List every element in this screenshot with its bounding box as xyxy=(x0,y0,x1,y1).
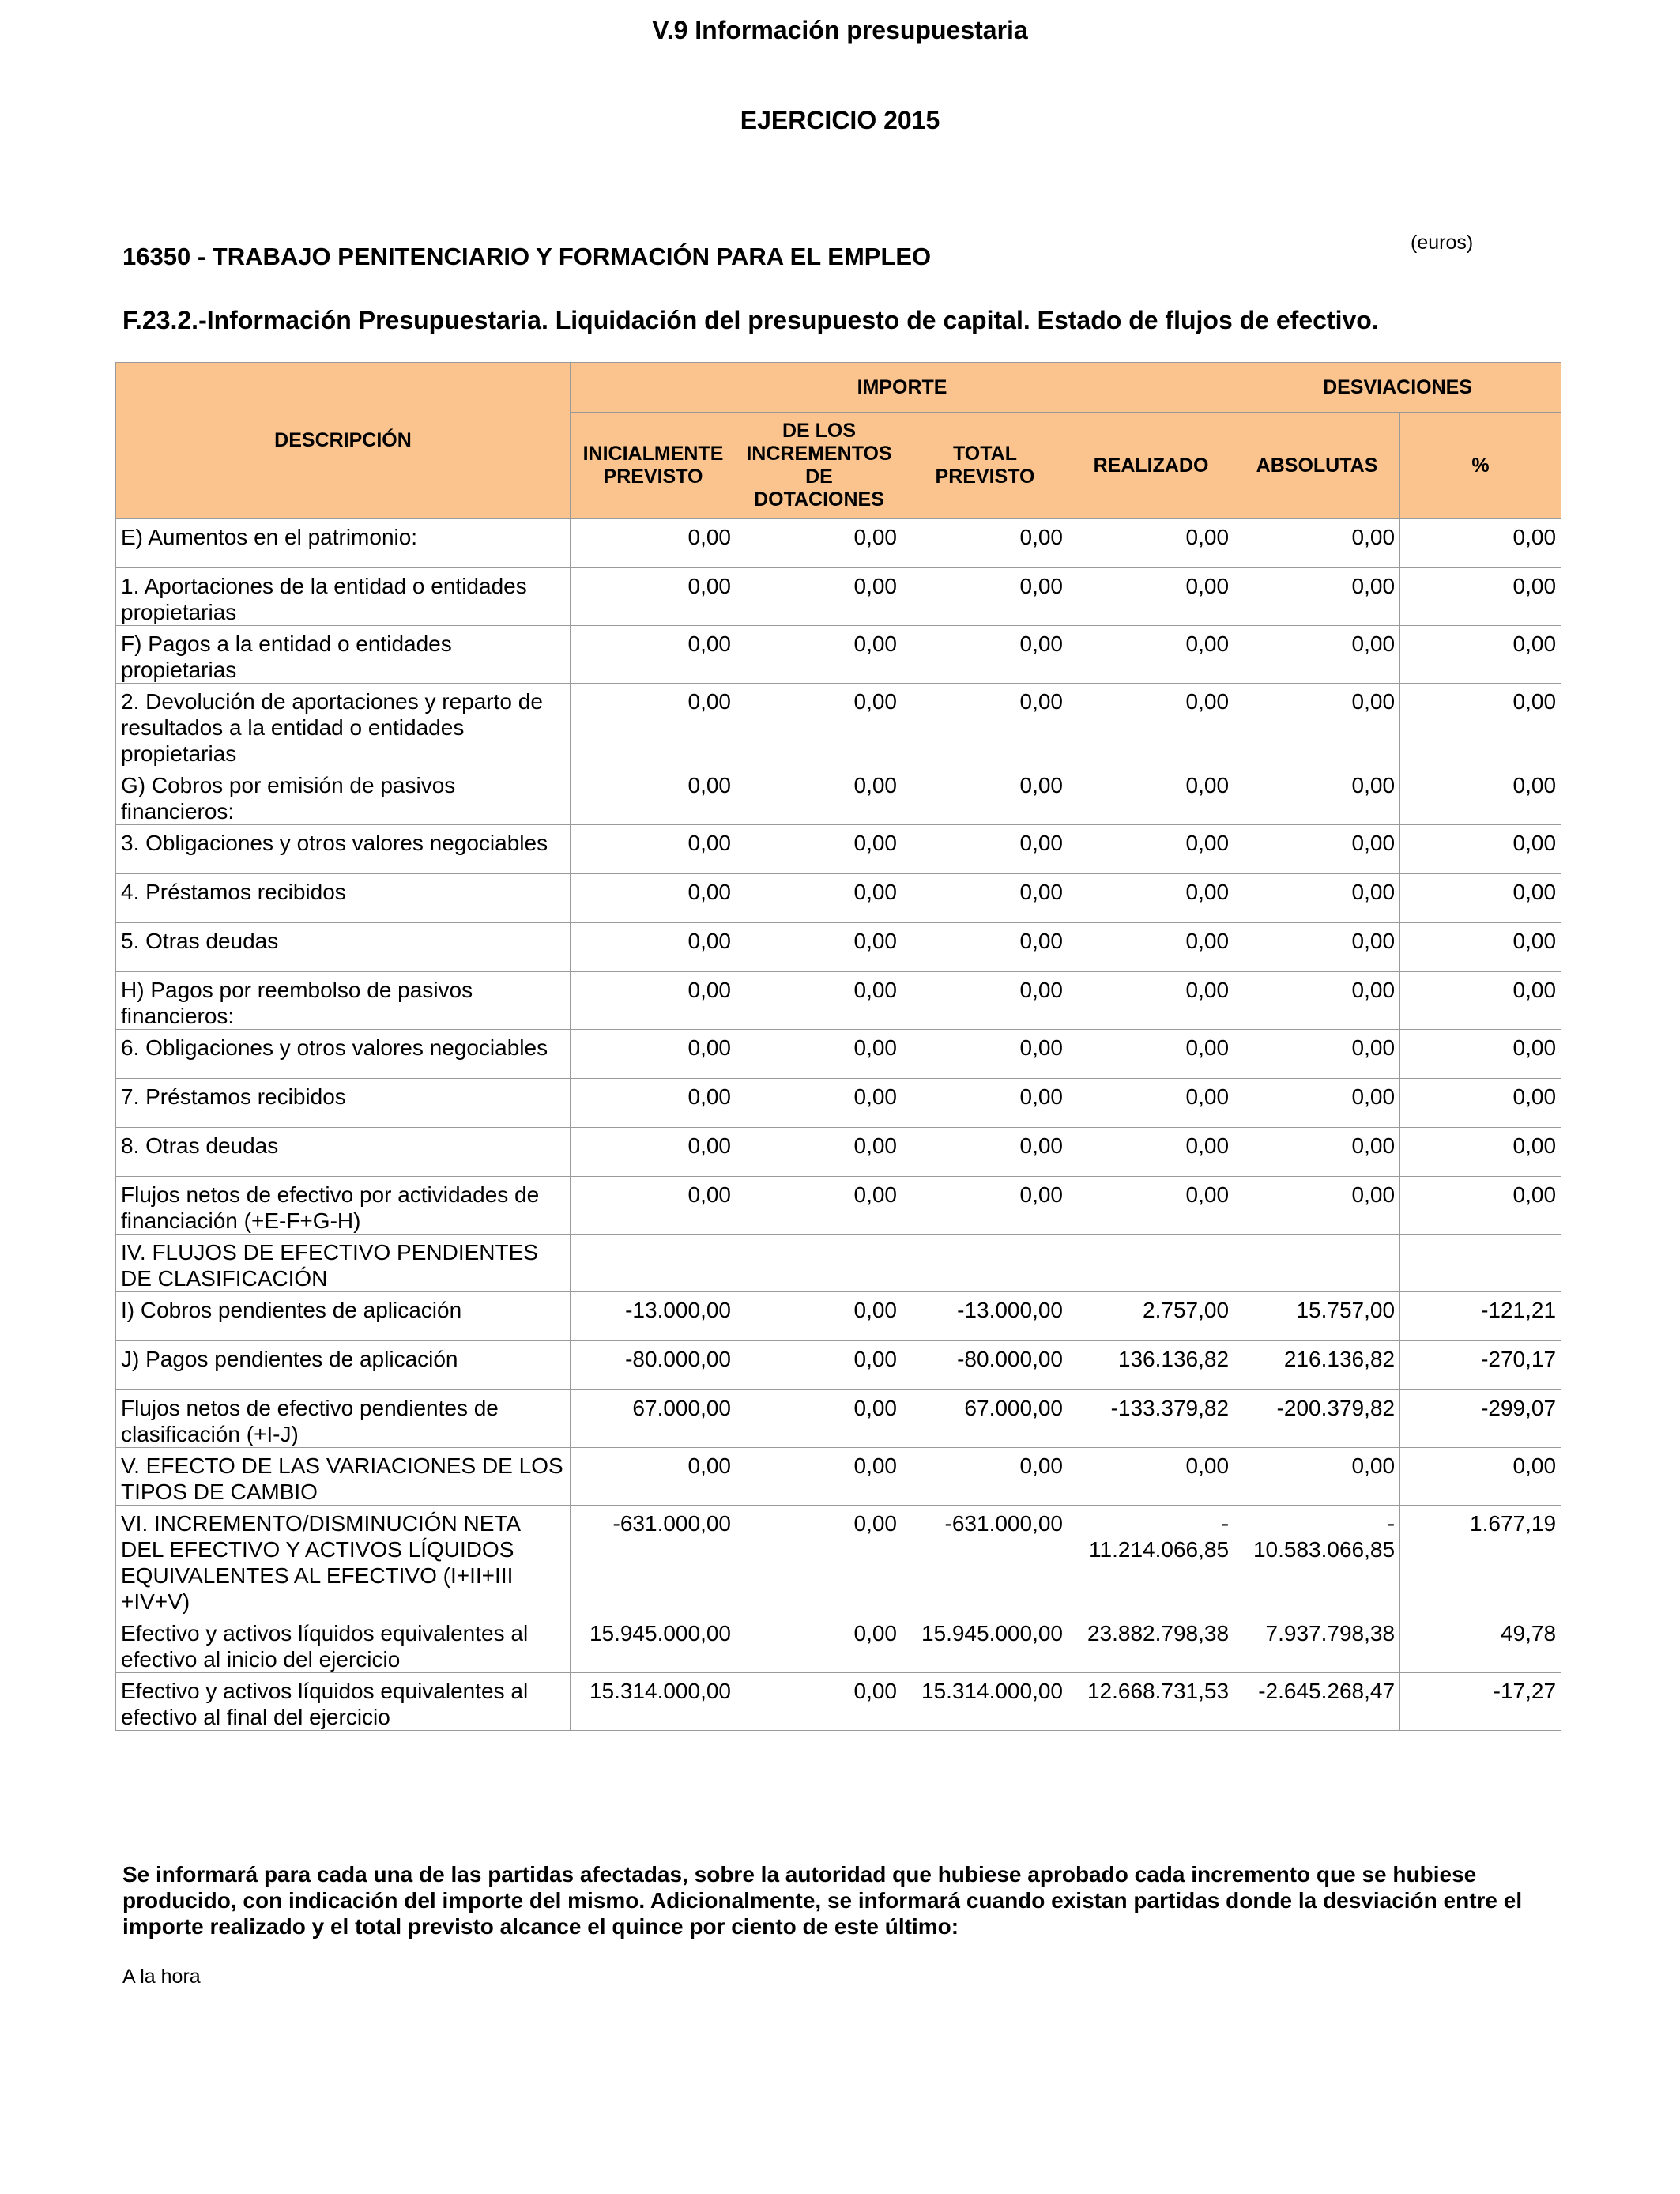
cell-incrementos: 0,00 xyxy=(736,568,902,626)
row-description: 8. Otras deudas xyxy=(116,1128,571,1177)
cell-realizado: 0,00 xyxy=(1068,1030,1234,1079)
cell-absolutas: 7.937.798,38 xyxy=(1234,1615,1400,1673)
table-row xyxy=(116,519,1561,568)
cell-porcentaje: 0,00 xyxy=(1400,1128,1561,1177)
cell-total-previsto: 15.314.000,00 xyxy=(902,1673,1068,1731)
cell-incrementos: 0,00 xyxy=(736,1292,902,1341)
cell-inicialmente-previsto: -80.000,00 xyxy=(571,1341,736,1390)
row-description: Flujos netos de efectivo pendientes de clasificación (+I-J) xyxy=(116,1390,571,1448)
cell-total-previsto: 0,00 xyxy=(902,1079,1068,1128)
cell-incrementos: 0,00 xyxy=(736,1128,902,1177)
row-description: F) Pagos a la entidad o entidades propietarias xyxy=(116,626,571,684)
organization-title: 16350 - TRABAJO PENITENCIARIO Y FORMACIÓN PARA EL EMPLEO xyxy=(122,243,932,270)
cell-inicialmente-previsto: -13.000,00 xyxy=(571,1292,736,1341)
cell-porcentaje: -17,27 xyxy=(1400,1673,1561,1731)
table-row xyxy=(116,923,1561,972)
cell-absolutas: 0,00 xyxy=(1234,1177,1400,1235)
cell-absolutas: 0,00 xyxy=(1234,1079,1400,1128)
cell-total-previsto: -631.000,00 xyxy=(902,1506,1068,1615)
cell-absolutas: 0,00 xyxy=(1234,684,1400,767)
cell-incrementos: 0,00 xyxy=(736,1448,902,1506)
row-description: 7. Préstamos recibidos xyxy=(116,1079,571,1128)
cell-realizado: 0,00 xyxy=(1068,972,1234,1030)
cell-porcentaje: 0,00 xyxy=(1400,1177,1561,1235)
table-row xyxy=(116,972,1561,1030)
row-description: 2. Devolución de aportaciones y reparto de resultados a la entidad o entidades propietarias xyxy=(116,684,571,767)
cell-realizado: 0,00 xyxy=(1068,825,1234,874)
cell-porcentaje: -121,21 xyxy=(1400,1292,1561,1341)
cell-inicialmente-previsto: 0,00 xyxy=(571,519,736,568)
cell-realizado: 0,00 xyxy=(1068,568,1234,626)
row-description: J) Pagos pendientes de aplicación xyxy=(116,1341,571,1390)
cell-absolutas: - 10.583.066,85 xyxy=(1234,1506,1400,1615)
cell-realizado: 2.757,00 xyxy=(1068,1292,1234,1341)
row-description: H) Pagos por reembolso de pasivos financieros: xyxy=(116,972,571,1030)
cell-realizado: 0,00 xyxy=(1068,1177,1234,1235)
row-description: E) Aumentos en el patrimonio: xyxy=(116,519,571,568)
table-row xyxy=(116,825,1561,874)
cell-absolutas: -2.645.268,47 xyxy=(1234,1673,1400,1731)
cell-inicialmente-previsto: 0,00 xyxy=(571,626,736,684)
cell-total-previsto: 0,00 xyxy=(902,626,1068,684)
cell-inicialmente-previsto: 67.000,00 xyxy=(571,1390,736,1448)
cell-inicialmente-previsto: 0,00 xyxy=(571,1030,736,1079)
cell-realizado: 136.136,82 xyxy=(1068,1341,1234,1390)
header-row-groups xyxy=(116,363,1561,413)
cell-inicialmente-previsto xyxy=(571,1235,736,1292)
cell-total-previsto: 0,00 xyxy=(902,1448,1068,1506)
cell-inicialmente-previsto: 0,00 xyxy=(571,1177,736,1235)
cell-porcentaje: 49,78 xyxy=(1400,1615,1561,1673)
cell-inicialmente-previsto: 0,00 xyxy=(571,1128,736,1177)
cell-total-previsto: 0,00 xyxy=(902,519,1068,568)
cell-realizado: 0,00 xyxy=(1068,626,1234,684)
table-row xyxy=(116,874,1561,923)
row-description: G) Cobros por emisión de pasivos financieros: xyxy=(116,767,571,825)
row-description: Efectivo y activos líquidos equivalentes al efectivo al final del ejercicio xyxy=(116,1673,571,1731)
cell-total-previsto xyxy=(902,1235,1068,1292)
header-incrementos: DE LOS INCREMENTOS DE DOTACIONES xyxy=(736,413,902,519)
table-row xyxy=(116,767,1561,825)
cell-absolutas: 0,00 xyxy=(1234,1128,1400,1177)
cell-absolutas: 0,00 xyxy=(1234,972,1400,1030)
cell-total-previsto: 0,00 xyxy=(902,684,1068,767)
table-row xyxy=(116,1615,1561,1673)
row-description: V. EFECTO DE LAS VARIACIONES DE LOS TIPOS DE CAMBIO xyxy=(116,1448,571,1506)
cell-realizado: 0,00 xyxy=(1068,684,1234,767)
cell-total-previsto: 0,00 xyxy=(902,1177,1068,1235)
cell-absolutas: 0,00 xyxy=(1234,874,1400,923)
cell-porcentaje: -299,07 xyxy=(1400,1390,1561,1448)
cell-inicialmente-previsto: 0,00 xyxy=(571,923,736,972)
cell-total-previsto: 0,00 xyxy=(902,874,1068,923)
cell-absolutas: 0,00 xyxy=(1234,923,1400,972)
cell-inicialmente-previsto: 0,00 xyxy=(571,825,736,874)
cell-incrementos: 0,00 xyxy=(736,972,902,1030)
cell-realizado xyxy=(1068,1235,1234,1292)
cell-incrementos: 0,00 xyxy=(736,1177,902,1235)
cell-total-previsto: 0,00 xyxy=(902,1030,1068,1079)
row-description: IV. FLUJOS DE EFECTIVO PENDIENTES DE CLASIFICACIÓN xyxy=(116,1235,571,1292)
cell-inicialmente-previsto: 0,00 xyxy=(571,1079,736,1128)
cell-porcentaje: 0,00 xyxy=(1400,825,1561,874)
header-importe: IMPORTE xyxy=(571,363,1234,413)
cell-realizado: - 11.214.066,85 xyxy=(1068,1506,1234,1615)
cell-inicialmente-previsto: 0,00 xyxy=(571,1448,736,1506)
cell-total-previsto: 0,00 xyxy=(902,767,1068,825)
cell-realizado: 23.882.798,38 xyxy=(1068,1615,1234,1673)
cell-total-previsto: 0,00 xyxy=(902,568,1068,626)
footnote: Se informará para cada una de las partidas afectadas, sobre la autoridad que hubiese aprobado cada incremento que se hubiese producido, con indicación del importe del mismo. Adicionalmente, se informará cuando existan partidas donde la desviación entre el importe realizado y el total previsto alcance el quince por ciento de este último: xyxy=(122,1862,1523,1939)
cell-absolutas: 0,00 xyxy=(1234,767,1400,825)
cell-porcentaje: 0,00 xyxy=(1400,874,1561,923)
cell-absolutas: 0,00 xyxy=(1234,626,1400,684)
cell-porcentaje: 0,00 xyxy=(1400,1448,1561,1506)
cell-incrementos: 0,00 xyxy=(736,923,902,972)
cell-porcentaje: 0,00 xyxy=(1400,684,1561,767)
row-description: VI. INCREMENTO/DISMINUCIÓN NETA DEL EFECTIVO Y ACTIVOS LÍQUIDOS EQUIVALENTES AL EFECTIVO (I+II+III +IV+V) xyxy=(116,1506,571,1615)
cell-realizado: 0,00 xyxy=(1068,1079,1234,1128)
exercise-title: EJERCICIO 2015 xyxy=(740,106,940,134)
cell-realizado: 0,00 xyxy=(1068,1448,1234,1506)
table-row xyxy=(116,1292,1561,1341)
table-row xyxy=(116,1235,1561,1292)
cell-inicialmente-previsto: -631.000,00 xyxy=(571,1506,736,1615)
cell-incrementos: 0,00 xyxy=(736,1030,902,1079)
row-description: 1. Aportaciones de la entidad o entidades propietarias xyxy=(116,568,571,626)
table-row xyxy=(116,1177,1561,1235)
table-row xyxy=(116,568,1561,626)
cash-flow-table xyxy=(115,362,1561,1731)
row-description: 3. Obligaciones y otros valores negociables xyxy=(116,825,571,874)
cell-absolutas: -200.379,82 xyxy=(1234,1390,1400,1448)
cell-incrementos: 0,00 xyxy=(736,1390,902,1448)
table-row xyxy=(116,1390,1561,1448)
table-row xyxy=(116,1673,1561,1731)
cell-absolutas: 15.757,00 xyxy=(1234,1292,1400,1341)
cell-absolutas: 0,00 xyxy=(1234,1448,1400,1506)
row-description: Efectivo y activos líquidos equivalentes al efectivo al inicio del ejercicio xyxy=(116,1615,571,1673)
cell-porcentaje: 0,00 xyxy=(1400,972,1561,1030)
header-descripcion: DESCRIPCIÓN xyxy=(116,363,571,519)
cell-porcentaje: 0,00 xyxy=(1400,519,1561,568)
cell-incrementos: 0,00 xyxy=(736,626,902,684)
table-row xyxy=(116,1341,1561,1390)
cell-realizado: 0,00 xyxy=(1068,767,1234,825)
table-row xyxy=(116,1448,1561,1506)
row-description: 5. Otras deudas xyxy=(116,923,571,972)
cell-realizado: 0,00 xyxy=(1068,923,1234,972)
cell-incrementos: 0,00 xyxy=(736,767,902,825)
cell-inicialmente-previsto: 0,00 xyxy=(571,972,736,1030)
header-absolutas: ABSOLUTAS xyxy=(1234,413,1400,519)
cell-total-previsto: -80.000,00 xyxy=(902,1341,1068,1390)
cell-total-previsto: 15.945.000,00 xyxy=(902,1615,1068,1673)
row-description: I) Cobros pendientes de aplicación xyxy=(116,1292,571,1341)
table-row xyxy=(116,1128,1561,1177)
cell-porcentaje: 0,00 xyxy=(1400,1079,1561,1128)
cell-realizado: 0,00 xyxy=(1068,874,1234,923)
closing-text: A la hora xyxy=(122,1966,201,1988)
cell-realizado: 0,00 xyxy=(1068,1128,1234,1177)
cell-incrementos: 0,00 xyxy=(736,874,902,923)
cell-incrementos: 0,00 xyxy=(736,1341,902,1390)
cell-realizado: 0,00 xyxy=(1068,519,1234,568)
cell-incrementos: 0,00 xyxy=(736,1506,902,1615)
cell-incrementos: 0,00 xyxy=(736,1673,902,1731)
cell-total-previsto: 0,00 xyxy=(902,972,1068,1030)
table-row xyxy=(116,626,1561,684)
header-inicialmente-previsto: INICIALMENTE PREVISTO xyxy=(571,413,736,519)
row-description: 4. Préstamos recibidos xyxy=(116,874,571,923)
cell-porcentaje: 0,00 xyxy=(1400,923,1561,972)
cell-porcentaje xyxy=(1400,1235,1561,1292)
cell-total-previsto: 0,00 xyxy=(902,923,1068,972)
cell-porcentaje: 0,00 xyxy=(1400,767,1561,825)
cell-realizado: -133.379,82 xyxy=(1068,1390,1234,1448)
cell-porcentaje: 0,00 xyxy=(1400,1030,1561,1079)
units-label: (euros) xyxy=(1411,232,1474,254)
table-row xyxy=(116,684,1561,767)
row-description: 6. Obligaciones y otros valores negociables xyxy=(116,1030,571,1079)
cell-inicialmente-previsto: 0,00 xyxy=(571,568,736,626)
cell-absolutas: 0,00 xyxy=(1234,568,1400,626)
cell-incrementos: 0,00 xyxy=(736,1079,902,1128)
table-row xyxy=(116,1079,1561,1128)
cell-inicialmente-previsto: 0,00 xyxy=(571,874,736,923)
cell-absolutas: 0,00 xyxy=(1234,1030,1400,1079)
section-title: V.9 Información presupuestaria xyxy=(652,16,1028,44)
table-row xyxy=(116,1506,1561,1615)
cell-inicialmente-previsto: 0,00 xyxy=(571,684,736,767)
cell-porcentaje: 0,00 xyxy=(1400,568,1561,626)
cell-absolutas: 0,00 xyxy=(1234,519,1400,568)
cell-total-previsto: 67.000,00 xyxy=(902,1390,1068,1448)
cell-total-previsto: 0,00 xyxy=(902,1128,1068,1177)
header-total-previsto: TOTAL PREVISTO xyxy=(902,413,1068,519)
table-row xyxy=(116,1030,1561,1079)
cell-incrementos: 0,00 xyxy=(736,684,902,767)
cell-realizado: 12.668.731,53 xyxy=(1068,1673,1234,1731)
cell-inicialmente-previsto: 15.314.000,00 xyxy=(571,1673,736,1731)
cell-inicialmente-previsto: 15.945.000,00 xyxy=(571,1615,736,1673)
report-subtitle: F.23.2.-Información Presupuestaria. Liquidación del presupuesto de capital. Estado de flujos de efectivo. xyxy=(122,306,1379,334)
row-description: Flujos netos de efectivo por actividades de financiación (+E-F+G-H) xyxy=(116,1177,571,1235)
cell-inicialmente-previsto: 0,00 xyxy=(571,767,736,825)
cell-porcentaje: 0,00 xyxy=(1400,626,1561,684)
cell-total-previsto: -13.000,00 xyxy=(902,1292,1068,1341)
header-desviaciones: DESVIACIONES xyxy=(1234,363,1561,413)
table-body xyxy=(116,519,1561,1731)
cell-absolutas: 216.136,82 xyxy=(1234,1341,1400,1390)
cell-absolutas: 0,00 xyxy=(1234,825,1400,874)
cell-porcentaje: -270,17 xyxy=(1400,1341,1561,1390)
cell-incrementos: 0,00 xyxy=(736,1615,902,1673)
cell-total-previsto: 0,00 xyxy=(902,825,1068,874)
cell-incrementos: 0,00 xyxy=(736,519,902,568)
header-realizado: REALIZADO xyxy=(1068,413,1234,519)
cell-incrementos xyxy=(736,1235,902,1292)
cell-absolutas xyxy=(1234,1235,1400,1292)
header-porcentaje: % xyxy=(1400,413,1561,519)
cell-porcentaje: 1.677,19 xyxy=(1400,1506,1561,1615)
cell-incrementos: 0,00 xyxy=(736,825,902,874)
